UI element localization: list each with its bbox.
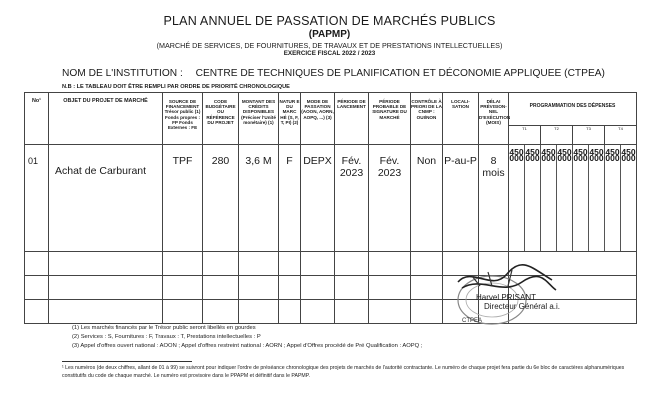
- col-signature: PÉRIODE PROBABLE DE SIGNATURE DU MARCHÉ: [369, 93, 411, 145]
- row-mode: DEPX: [301, 145, 335, 252]
- prog-value: 450 000: [572, 145, 588, 251]
- row-signature: Fév. 2023: [369, 145, 411, 252]
- footnote-divider: [62, 361, 192, 362]
- document-acronym: (PAPMP): [308, 29, 351, 40]
- institution-line: [62, 68, 605, 79]
- col-mode: MODE DE PASSATION (AOON, AORN, AOPQ, ...) (3): [301, 93, 335, 145]
- stamp-label: CTPEA: [462, 318, 483, 324]
- row-no: 01: [25, 145, 49, 252]
- col-nature: NATUR E DU MARC HÉ (S, F, T, PI) (2): [279, 93, 301, 145]
- fiscal-year: EXERCICE FISCAL 2022 / 2023: [283, 50, 376, 57]
- programmation-values: [509, 145, 636, 251]
- row-objet: Achat de Carburant: [49, 145, 163, 252]
- note-1: (1) Les marchés financés par le Trésor public seront libellés en gourdes: [72, 325, 256, 331]
- col-localisation: LOCALI-SATION: [443, 93, 479, 145]
- signatory-title: Directeur Général a.i.: [484, 302, 561, 311]
- row-source: TPF: [163, 145, 203, 252]
- prog-value: 450 000: [620, 145, 636, 251]
- row-delai: 8 mois: [479, 145, 509, 252]
- row-montant: 3,6 M: [239, 145, 279, 252]
- table-row: [25, 145, 637, 252]
- prog-value: 450 000: [588, 145, 604, 251]
- prog-value: 450 000: [604, 145, 620, 251]
- row-lancement: Fév. 2023: [335, 145, 369, 252]
- quarter-row: [509, 125, 636, 144]
- institution-label: NOM DE L'INSTITUTION :: [62, 68, 183, 79]
- document-scope: (MARCHÉ DE SERVICES, DE FOURNITURES, DE TRAVAUX ET DE PRESTATIONS INTELLECTUELLES): [156, 41, 503, 50]
- col-code: CODE BUDGÉTAIRE OU RÉFÉRENCE DU PROJET: [203, 93, 239, 145]
- table-header-row: [25, 93, 637, 145]
- col-lancement: PÉRIODE DE LANCEMENT: [335, 93, 369, 145]
- quarter-t4: T4: [604, 126, 636, 144]
- col-montant: MONTANT DES CRÉDITS DISPONIBLES (Préciser l'Unité monétaire) (1): [239, 93, 279, 145]
- row-controle: Non: [411, 145, 443, 252]
- institution-name: CENTRE DE TECHNIQUES DE PLANIFICATION ET DÉCONOMIE APPLIQUEE (CTPEA): [195, 68, 605, 79]
- col-programmation: [509, 93, 637, 145]
- col-controle: CONTRÔLE À PRIORI DE LA CNMP : OUI/NON: [411, 93, 443, 145]
- note-3: (3) Appel d'offres ouvert national : AOON ; Appel d'offres restreint national : AORN ; Appel d'Offres procédé de Pré Qualification : AOPQ ;: [72, 343, 423, 349]
- prog-value: 450 000: [524, 145, 540, 251]
- prog-value: 450 000: [509, 147, 524, 164]
- row-nature: F: [279, 145, 301, 252]
- document-title: PLAN ANNUEL DE PASSATION DE MARCHÉS PUBLICS: [163, 14, 496, 28]
- prog-value: 450 000: [540, 145, 556, 251]
- row-code: 280: [203, 145, 239, 252]
- table-notes: [72, 324, 422, 351]
- programmation-title: PROGRAMMATION DES DÉPENSES: [529, 103, 616, 109]
- col-objet: OBJET DU PROJET DE MARCHÉ: [49, 93, 163, 145]
- quarter-t2: T2: [540, 126, 572, 144]
- col-delai: DÉLAI PRÉVISION-NEL D'EXÉCUTION (MOIS): [479, 93, 509, 145]
- prog-value: 450 000: [556, 145, 572, 251]
- col-source: SOURCE DE FINANCEMENT Trésor public (1) Fonds propres : FP Fonds Externes : FE: [163, 93, 203, 145]
- quarter-t1: T1: [522, 126, 527, 131]
- col-no: No¹: [25, 93, 49, 145]
- row-localisation: P-au-P: [443, 145, 479, 252]
- row-programmation: [509, 145, 637, 252]
- signatory-name: Harvel PRISANT: [476, 293, 537, 302]
- quarter-t3: T3: [572, 126, 604, 144]
- note-2: (2) Services : S, Fournitures : F, Travaux : T, Prestations intellectuelles : P: [72, 334, 261, 340]
- footnote: ¹ Les numéros (de deux chiffres, allant de 01 à 99) se suivront pour indiquer l'ordre de préséance chronologique des projets de marchés de l'autorité contractante. Le numéro de chaque projet fera partie du 6e bloc de caractères alphanumériques constitutifs du code de chaque marché. Le numéro est provisoire dans le PPAPM et définitif dans le PAPMP.: [62, 365, 625, 379]
- nb-note: N.B : LE TABLEAU DOIT ÊTRE REMPLI PAR ORDRE DE PRIORITÉ CHRONOLOGIQUE: [62, 84, 290, 90]
